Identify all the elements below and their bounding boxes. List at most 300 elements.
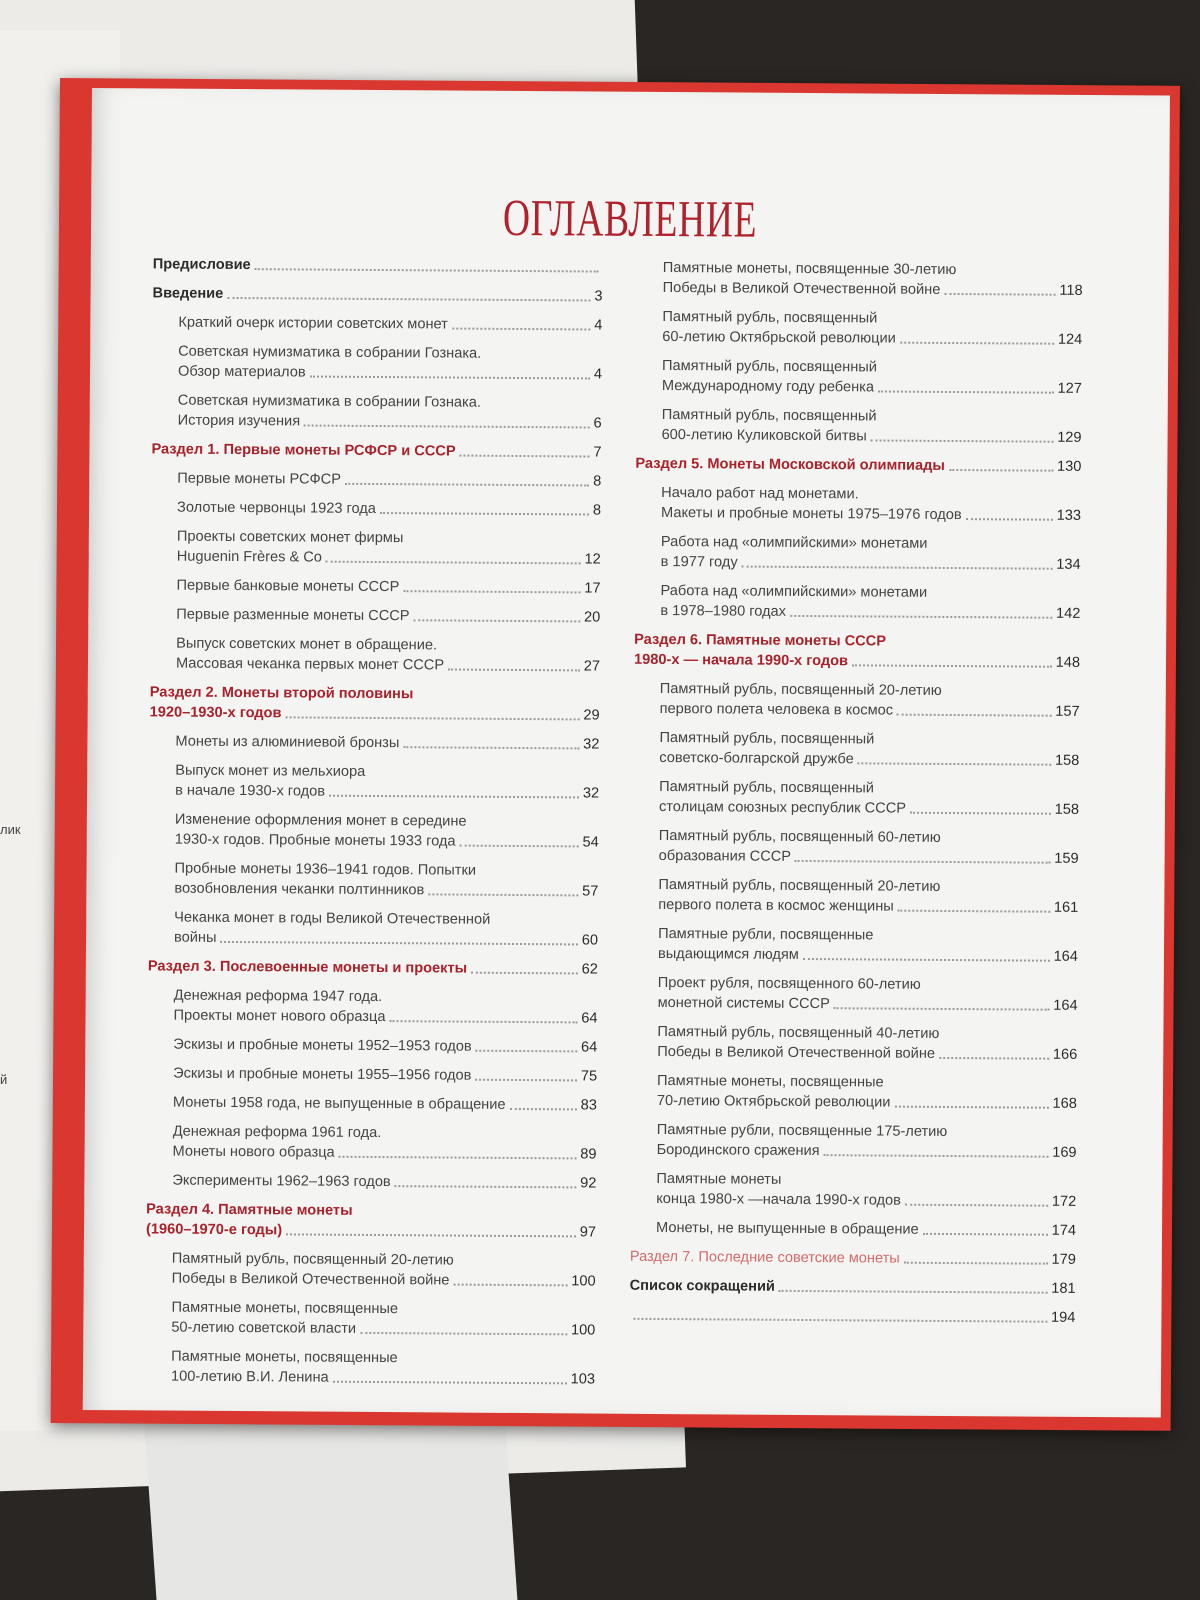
- toc-entry-line: [660, 699, 1080, 722]
- toc-entry-line: [173, 1064, 597, 1087]
- toc-entry-text: Раздел 3. Послевоенные монеты и проекты: [147, 958, 468, 977]
- toc-entry-text: 50-летию советской власти: [171, 1319, 357, 1337]
- page-number: 83: [580, 1097, 597, 1114]
- page-number: 164: [1053, 997, 1078, 1014]
- toc-entry-text: Работа над «олимпийскими» монетами: [660, 582, 928, 601]
- toc-entry-line: [657, 1091, 1077, 1114]
- toc-entry: [631, 1022, 1077, 1065]
- page-number: 127: [1057, 380, 1082, 397]
- toc-entry-text: Введение: [152, 285, 224, 302]
- dot-leader: [852, 664, 1052, 667]
- page-number: 100: [571, 1273, 596, 1290]
- toc-entry-text: Памятные монеты: [656, 1170, 782, 1188]
- toc-section-entry: [630, 1247, 1076, 1270]
- page-number: 4: [594, 317, 603, 334]
- dot-leader: [897, 714, 1051, 717]
- toc-entry-text: Памятный рубль, посвященный 60-летию: [658, 827, 941, 846]
- dot-leader: [900, 342, 1054, 345]
- dot-leader: [460, 845, 579, 848]
- dot-leader: [326, 561, 581, 565]
- toc-entry-text: Раздел 7. Последние советские монеты: [629, 1248, 900, 1267]
- toc-entry-line: [657, 1140, 1077, 1163]
- toc-entry-line: [630, 1247, 1076, 1270]
- toc-entry: [632, 875, 1078, 918]
- toc-entry-line: [658, 944, 1078, 967]
- dot-leader: [790, 615, 1052, 619]
- toc-entry-line: [177, 547, 601, 570]
- toc-entry-line: [173, 1093, 597, 1116]
- toc-entry-line: [659, 748, 1079, 771]
- toc-entry-text: 100-летию В.И. Ленина: [170, 1368, 329, 1386]
- toc-entry-text: Советская нумизматика в собрании Гознака.: [178, 343, 482, 362]
- page-number: 148: [1055, 654, 1081, 671]
- dot-leader: [878, 390, 1054, 393]
- toc-entry-line: [634, 650, 1080, 673]
- toc-entry: [150, 604, 600, 627]
- toc-entry: [149, 731, 599, 754]
- toc-entry: [148, 907, 598, 950]
- page-number: 161: [1053, 899, 1079, 916]
- toc-entry-line: [656, 1189, 1076, 1212]
- toc-entry-text: в 1978–1980 годах: [660, 602, 787, 620]
- toc-entry: [633, 777, 1079, 820]
- toc-entry-text: 70-летию Октябрьской революции: [656, 1092, 891, 1111]
- page-number: 20: [584, 609, 601, 626]
- toc-entry-line: [172, 1171, 596, 1194]
- dot-leader: [428, 893, 578, 896]
- dot-leader: [395, 1185, 576, 1188]
- page-number: 172: [1051, 1193, 1077, 1210]
- page-number: 166: [1052, 1046, 1078, 1063]
- toc-entry-text: Победы в Великой Отечественной войне: [657, 1043, 936, 1062]
- toc-entry-text: 600-летию Куликовской битвы: [661, 426, 867, 445]
- toc-entry-line: [153, 254, 603, 277]
- toc-entry: [630, 1218, 1076, 1241]
- toc-entry-text: Обзор материалов: [177, 363, 306, 381]
- page-number: 75: [580, 1068, 598, 1085]
- dot-leader: [339, 1156, 577, 1160]
- toc-entry: [151, 526, 601, 569]
- page-number: 168: [1052, 1095, 1077, 1112]
- toc-entry: [632, 973, 1078, 1016]
- toc-entry-text: Памятный рубль, посвященный: [659, 729, 875, 748]
- page-number: 64: [581, 1010, 598, 1027]
- toc-entry-text: войны: [174, 929, 217, 946]
- toc-entry-text: в 1977 году: [660, 553, 738, 571]
- page-number: 158: [1054, 801, 1080, 818]
- toc-entry-line: [176, 605, 600, 628]
- toc-entry: [636, 405, 1082, 448]
- toc-entry-text: Денежная реформа 1961 года.: [172, 1123, 382, 1142]
- toc-entry: [636, 307, 1082, 350]
- dot-leader: [871, 439, 1053, 442]
- dot-leader: [894, 1106, 1048, 1109]
- page-number: 8: [592, 502, 602, 519]
- toc-entry-text: Раздел 5. Монеты Московской олимпиады: [635, 455, 945, 474]
- toc-entry-line: [178, 313, 602, 336]
- page-number: 159: [1054, 850, 1079, 867]
- toc-entry-line: [152, 283, 602, 306]
- page-number: 17: [584, 580, 601, 597]
- toc-entry-text: Макеты и пробные монеты 1975–1976 годов: [660, 504, 962, 524]
- toc-entry-text: Победы в Великой Отечественной войне: [662, 279, 941, 298]
- toc-entry-text: Пробные монеты 1936–1941 годов. Попытки: [174, 860, 477, 879]
- toc-page: [83, 88, 1170, 1417]
- page-number: 4: [593, 366, 603, 383]
- toc-entry-line: [173, 1035, 597, 1058]
- toc-entry-text: Победы в Великой Отечественной войне: [171, 1270, 450, 1289]
- toc-entry-text: Памятный рубль, посвященный: [662, 357, 877, 376]
- toc-entry-text: Эскизы и пробные монеты 1955–1956 годов: [173, 1065, 472, 1084]
- toc-entry: [150, 633, 600, 676]
- page-number: 89: [580, 1146, 597, 1163]
- toc-entry: [146, 1248, 596, 1291]
- page-number: 6: [593, 415, 602, 432]
- toc-entry-line: [178, 411, 602, 434]
- dot-leader: [742, 566, 1053, 570]
- dot-leader: [310, 376, 590, 380]
- toc-entry-text: 1980-х — начала 1990-х годов: [633, 651, 849, 670]
- toc-section-entry: [634, 630, 1080, 673]
- toc-entry-line: [171, 1367, 595, 1390]
- toc-entry-line: [658, 993, 1078, 1016]
- toc-entry-line: [658, 895, 1078, 918]
- toc-entry-line: [663, 278, 1083, 301]
- toc-entry-text: Памятные монеты, посвященные: [657, 1072, 884, 1091]
- dot-leader: [803, 958, 1050, 962]
- toc-entry-text: Массовая чеканка первых монет СССР: [175, 655, 445, 674]
- toc-entry: [146, 1170, 596, 1193]
- dot-leader: [834, 1007, 1049, 1011]
- toc-entry-line: [174, 879, 598, 902]
- dot-leader: [923, 1233, 1048, 1236]
- toc-entry-text: 1920–1930-х годов: [149, 704, 282, 722]
- page-number: 134: [1056, 556, 1081, 573]
- toc-entry-text: Проекты монет нового образца: [173, 1007, 386, 1026]
- toc-entry-text: Памятные монеты, посвященные 30-летию: [662, 259, 957, 279]
- toc-entry-text: Денежная реформа 1947 года.: [173, 987, 383, 1006]
- toc-entry-text: Памятный рубль, посвященный: [661, 406, 877, 425]
- page-number: 57: [582, 883, 599, 900]
- dot-leader: [779, 1290, 1047, 1294]
- toc-entry-line: [175, 732, 599, 755]
- dot-leader: [476, 1050, 577, 1053]
- page-number: 27: [583, 658, 601, 675]
- toc-entry-text: конца 1980-х —начала 1990-х годов: [656, 1190, 901, 1209]
- toc-entry-line: [148, 956, 598, 979]
- page-number: 54: [582, 834, 599, 851]
- toc-section-entry: [151, 439, 601, 462]
- toc-entry-text: Памятный рубль, посвященный 40-летию: [657, 1023, 940, 1042]
- toc-entry: [629, 1305, 1075, 1328]
- toc-entry-text: советско-болгарской дружбе: [659, 749, 854, 768]
- toc-entry: [145, 1297, 595, 1340]
- toc-entry-text: монетной системы СССР: [657, 994, 830, 1013]
- toc-entry: [152, 312, 602, 335]
- page-number: 12: [584, 551, 601, 568]
- dot-leader: [905, 1204, 1048, 1207]
- dot-leader: [403, 746, 579, 749]
- dot-leader: [904, 1262, 1048, 1265]
- toc-entry-line: [175, 781, 599, 804]
- toc-entry-text: Проекты советских монет фирмы: [176, 528, 404, 547]
- toc-entry-line: [150, 702, 600, 725]
- toc-column-left: [145, 254, 603, 1398]
- dot-leader: [345, 483, 589, 487]
- toc-entry: [636, 356, 1082, 399]
- toc-entry-text: Выпуск монет из мельхиора: [175, 762, 366, 780]
- toc-entry-text: Памятные рубли, посвященные 175-летию: [656, 1121, 948, 1140]
- toc-entry-line: [176, 654, 600, 677]
- toc-entry-line: [635, 454, 1081, 477]
- toc-entry-text: первого полета человека в космос: [659, 700, 894, 719]
- page-number: 164: [1053, 948, 1079, 965]
- toc-entry-line: [173, 1006, 597, 1029]
- toc-column-right: [629, 258, 1083, 1337]
- toc-entry: [635, 483, 1081, 526]
- toc-entry: [148, 858, 598, 901]
- toc-entry-text: выдающимся людям: [657, 945, 799, 963]
- toc-entry-text: Памятный рубль, посвященный 20-летию: [171, 1250, 454, 1269]
- page-number: 169: [1052, 1144, 1077, 1161]
- page-title: ОГЛАВЛЕНИЕ: [502, 189, 758, 249]
- toc-entry-text: (1960–1970-е годы): [145, 1221, 283, 1239]
- toc-entry: [634, 679, 1080, 722]
- page-number: 62: [581, 961, 598, 978]
- toc-entry-line: [172, 1269, 596, 1292]
- toc-entry-text: Huguenin Frères & Co: [176, 548, 322, 566]
- toc-section-entry: [635, 454, 1081, 477]
- toc-entry-text: Памятный рубль, посвященный 20-летию: [659, 680, 942, 699]
- dot-leader: [824, 1154, 1049, 1158]
- page-number: 124: [1057, 331, 1083, 348]
- toc-section-entry: [146, 1199, 596, 1242]
- toc-entry: [630, 1169, 1076, 1212]
- toc-entry-text: Международному году ребенка: [661, 377, 875, 396]
- toc-entry-text: Начало работ над монетами.: [661, 484, 859, 503]
- dot-leader: [966, 518, 1053, 521]
- toc-entry: [145, 1346, 595, 1389]
- page-number: 103: [570, 1371, 596, 1388]
- toc-entry-text: столицам союзных республик СССР: [658, 798, 907, 817]
- page-number: 157: [1055, 703, 1080, 720]
- dot-leader: [898, 910, 1050, 913]
- toc-entry-text: Памятные рубли, посвященные: [658, 925, 874, 944]
- dot-leader: [389, 1020, 577, 1023]
- toc-entry: [152, 341, 602, 384]
- toc-entry-text: Изменение оформления монет в середине: [174, 811, 467, 830]
- toc-entry: [149, 760, 599, 803]
- page-number: 64: [581, 1039, 598, 1056]
- toc-entry: [633, 728, 1079, 771]
- toc-entry-text: первого полета в космос женщины: [658, 896, 894, 915]
- toc-entry-line: [660, 601, 1080, 624]
- toc-entry: [634, 581, 1080, 624]
- page-number: 158: [1054, 752, 1080, 769]
- toc-entry-text: Памятный рубль, посвященный 20-летию: [658, 876, 941, 895]
- toc-entry: [635, 532, 1081, 575]
- toc-entry-line: [151, 439, 601, 462]
- dot-leader: [227, 297, 590, 302]
- page-number: 8: [593, 473, 602, 490]
- toc-entry-line: [662, 327, 1082, 350]
- toc-entry-text: Памятный рубль, посвященный: [659, 778, 875, 797]
- toc-entry-line: [661, 503, 1081, 526]
- toc-entry-text: История изучения: [177, 412, 301, 430]
- toc-entry: [637, 258, 1083, 301]
- toc-entry: [631, 1071, 1077, 1114]
- dot-leader: [414, 619, 581, 622]
- dot-leader: [452, 328, 590, 331]
- toc-entry: [147, 985, 597, 1028]
- page-number: 100: [570, 1322, 596, 1339]
- left-page-fragment: лик: [0, 822, 21, 837]
- toc-entry-line: [146, 1219, 596, 1242]
- page-number: 92: [580, 1175, 597, 1192]
- toc-entry-line: [662, 425, 1082, 448]
- page-number: 118: [1059, 282, 1083, 299]
- dot-leader: [304, 424, 589, 428]
- toc-entry: [633, 826, 1079, 869]
- toc-entry-line: [657, 1042, 1077, 1065]
- toc-entry-text: Проект рубля, посвященного 60-летию: [657, 974, 921, 993]
- dot-leader: [939, 1057, 1049, 1060]
- toc-entry-text: возобновления чеканки полтинников: [174, 880, 425, 899]
- dot-leader: [255, 268, 599, 272]
- dot-leader: [471, 972, 578, 975]
- dot-leader: [380, 512, 589, 515]
- page-number: 3: [594, 288, 603, 305]
- toc-entry-text: Золотые червонцы 1923 года: [177, 499, 377, 517]
- dot-leader: [910, 812, 1051, 815]
- toc-entry-text: Список сокращений: [629, 1277, 775, 1295]
- toc-entry-line: [661, 552, 1081, 575]
- toc-entry-text: Памятные монеты, посвященные: [171, 1348, 398, 1367]
- toc-entry-text: 60-летию Октябрьской революции: [662, 328, 896, 347]
- toc-entry-line: [173, 1142, 597, 1165]
- toc-entry-line: [171, 1318, 595, 1341]
- toc-entry: [152, 390, 602, 433]
- dot-leader: [448, 669, 580, 672]
- toc-entry-text: Раздел 1. Первые монеты РСФСР и СССР: [151, 441, 456, 460]
- dot-leader: [329, 795, 579, 799]
- toc-entry: [151, 497, 601, 520]
- dot-leader: [949, 469, 1053, 472]
- page-number: 129: [1057, 429, 1082, 446]
- toc-entry: [632, 924, 1078, 967]
- page-number: 181: [1051, 1280, 1076, 1297]
- page-number: 194: [1051, 1309, 1076, 1326]
- page-number: 97: [579, 1224, 597, 1241]
- toc-entry-text: Эскизы и пробные монеты 1952–1953 годов: [173, 1036, 472, 1055]
- toc-entry-line: [177, 469, 601, 492]
- dot-leader: [333, 1381, 567, 1385]
- dot-leader: [460, 455, 590, 458]
- toc-entry-line: [175, 830, 599, 853]
- page-number: 142: [1055, 605, 1081, 622]
- toc-entry-line: [177, 498, 601, 521]
- toc-entry-line: [178, 362, 602, 385]
- toc-entry-text: Монеты из алюминиевой бронзы: [175, 733, 400, 752]
- toc-entry-text: Монеты, не выпущенные в обращение: [655, 1219, 919, 1238]
- toc-entry-text: Краткий очерк истории советских монет: [178, 314, 448, 333]
- toc-entry-text: Предисловие: [152, 256, 251, 274]
- toc-entry-text: Раздел 4. Памятные монеты: [146, 1201, 353, 1219]
- page-number: 174: [1051, 1222, 1077, 1239]
- dot-leader: [944, 293, 1055, 296]
- toc-entry: [149, 809, 599, 852]
- toc-entry-text: Чеканка монет в годы Великой Отечественной: [174, 909, 491, 928]
- dot-leader: [453, 1284, 567, 1287]
- toc-entry-line: [662, 376, 1082, 399]
- page-number: 7: [593, 444, 602, 461]
- toc-entry-text: Монеты нового образца: [172, 1143, 335, 1161]
- toc-entry-text: 1930-х годов. Пробные монеты 1933 года: [174, 831, 456, 850]
- page-number: 60: [581, 932, 599, 949]
- dot-leader: [286, 1233, 576, 1237]
- toc-entry-text: Выпуск советских монет в обращение.: [176, 635, 438, 654]
- dot-leader: [285, 716, 579, 720]
- dot-leader: [795, 860, 1050, 864]
- page-number: 130: [1056, 458, 1082, 475]
- toc-entry: [147, 1121, 597, 1164]
- toc-entry-text: Памятный рубль, посвященный: [662, 308, 878, 327]
- toc-entry-text: в начале 1930-х годов: [175, 782, 326, 800]
- toc-entry: [147, 1063, 597, 1086]
- dot-leader: [403, 590, 580, 593]
- toc-section-entry: [148, 956, 598, 979]
- dot-leader: [633, 1318, 1047, 1323]
- toc-entry: [630, 1276, 1076, 1299]
- toc-entry-text: Бородинского сражения: [656, 1141, 820, 1160]
- toc-entry-line: [629, 1305, 1075, 1328]
- page-number: 32: [583, 736, 600, 753]
- dot-leader: [510, 1108, 577, 1110]
- dot-leader: [220, 941, 577, 945]
- page-number: 179: [1051, 1251, 1076, 1268]
- dot-leader: [858, 762, 1051, 765]
- dot-leader: [475, 1079, 576, 1082]
- toc-entry: [152, 283, 602, 306]
- toc-entry-text: Памятные монеты, посвященные: [171, 1299, 399, 1318]
- toc-entry-text: Первые монеты РСФСР: [177, 470, 342, 488]
- toc-entry-line: [656, 1218, 1076, 1241]
- left-page-fragment: й: [0, 1072, 8, 1087]
- toc-entry: [147, 1034, 597, 1057]
- toc-entry-line: [659, 797, 1079, 820]
- toc-entry-line: [630, 1276, 1076, 1299]
- toc-entry-text: Монеты 1958 года, не выпущенные в обращение: [172, 1094, 506, 1113]
- toc-entry-text: образования СССР: [658, 847, 792, 865]
- toc-entry: [150, 575, 600, 598]
- page-number: 29: [583, 707, 600, 724]
- dot-leader: [360, 1332, 567, 1335]
- page-number: 32: [582, 785, 600, 802]
- toc-entry-line: [659, 846, 1079, 869]
- page-number: 133: [1056, 507, 1082, 524]
- toc-entry-text: Раздел 2. Монеты второй половины: [149, 684, 414, 703]
- toc-entry: [147, 1092, 597, 1115]
- toc-entry-text: Эксперименты 1962–1963 годов: [172, 1172, 391, 1191]
- toc-entry-line: [176, 576, 600, 599]
- toc-section-entry: [150, 682, 600, 725]
- toc-entry: [151, 468, 601, 491]
- toc-entry-text: Советская нумизматика в собрании Гознака.: [177, 392, 481, 411]
- toc-entry-text: Первые банковые монеты СССР: [176, 577, 400, 596]
- toc-entry: [631, 1120, 1077, 1163]
- toc-entry-text: Раздел 6. Памятные монеты СССР: [634, 631, 887, 650]
- toc-entry-line: [174, 928, 598, 951]
